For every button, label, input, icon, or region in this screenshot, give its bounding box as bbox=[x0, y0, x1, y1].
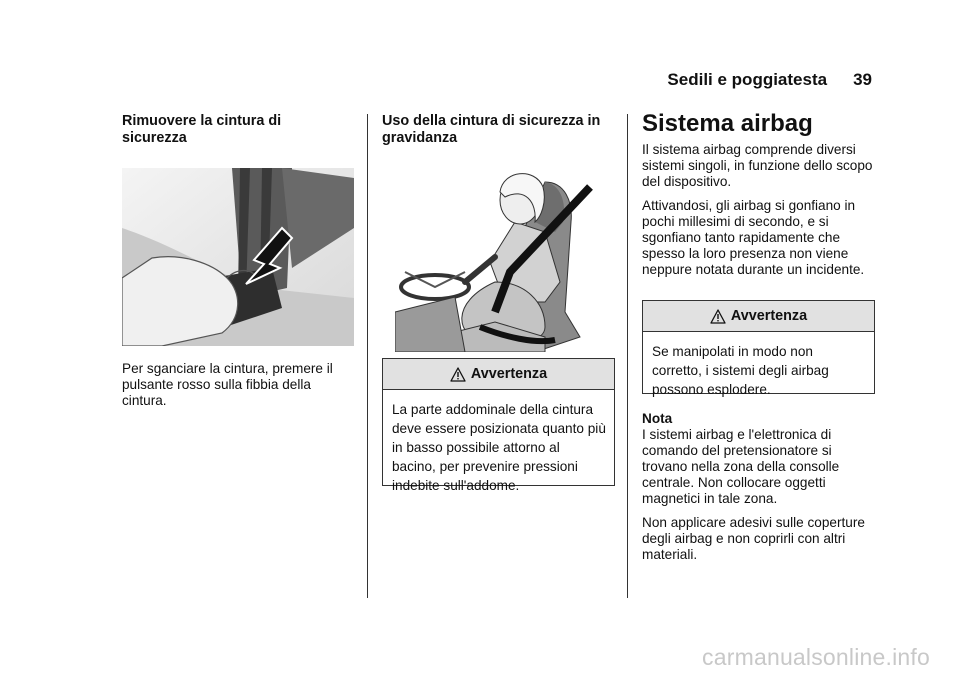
column-divider-2 bbox=[627, 114, 628, 598]
warning-triangle-icon bbox=[450, 367, 466, 382]
note-title: Nota bbox=[642, 411, 673, 426]
warning-body: Se manipolati in modo non corretto, i sistemi degli airbag possono esplodere. bbox=[652, 344, 829, 397]
remove-belt-text: Per sganciare la cintura, premere il pulsante rosso sulla fibbia della cintura. bbox=[122, 361, 333, 408]
column-divider-1 bbox=[367, 114, 368, 598]
warning-title: Avvertenza bbox=[470, 366, 548, 382]
warning-header bbox=[643, 301, 874, 332]
warning-triangle-icon bbox=[710, 309, 726, 324]
pregnant-driver-illustration bbox=[395, 162, 605, 352]
watermark: carmanualsonline.info bbox=[702, 644, 930, 670]
warning-title: Avvertenza bbox=[730, 308, 808, 324]
warning-header bbox=[383, 359, 614, 390]
airbag-warning-box bbox=[642, 300, 875, 397]
note-text-1: I sistemi airbag e l'elettronica di comando del pretensionatore si trovano nella zona della consolle centrale. Non collocare oggetti magnetici in tale zona. bbox=[642, 427, 840, 506]
airbag-intro-text: Il sistema airbag comprende diversi sistemi singoli, in funzione dello scopo del dispositivo. bbox=[642, 142, 873, 189]
airbag-deploy-text: Attivandosi, gli airbag si gonfiano in pochi millesimi di secondo, e si sgonfiano tanto rapidamente che spesso la loro presenza non viene neppure notata durante un incidente. bbox=[642, 198, 865, 277]
page-header bbox=[667, 70, 872, 90]
buckle-release-illustration bbox=[122, 168, 354, 346]
warning-body: La parte addominale della cintura deve essere posizionata quanto più in basso possibile attorno al bacino, per prevenire pressioni indebite sull'addome. bbox=[392, 402, 606, 493]
column-1 bbox=[122, 113, 332, 147]
pregnancy-belt-heading: Uso della cintura di sicurezza in gravidanza bbox=[382, 113, 601, 146]
column-3 bbox=[642, 110, 874, 278]
section-title: Sedili e poggiatesta bbox=[667, 70, 828, 89]
remove-belt-heading: Rimuovere la cintura di sicurezza bbox=[122, 113, 282, 146]
note-text-2: Non applicare adesivi sulle coperture degli airbag e non coprirli con altri materiali. bbox=[642, 515, 865, 562]
airbag-system-heading: Sistema airbag bbox=[642, 110, 813, 137]
column-3-notes bbox=[642, 410, 874, 563]
column-2 bbox=[382, 113, 607, 147]
column-1-body bbox=[122, 361, 352, 409]
pregnancy-warning-box bbox=[382, 358, 615, 493]
page-number: 39 bbox=[853, 70, 872, 89]
